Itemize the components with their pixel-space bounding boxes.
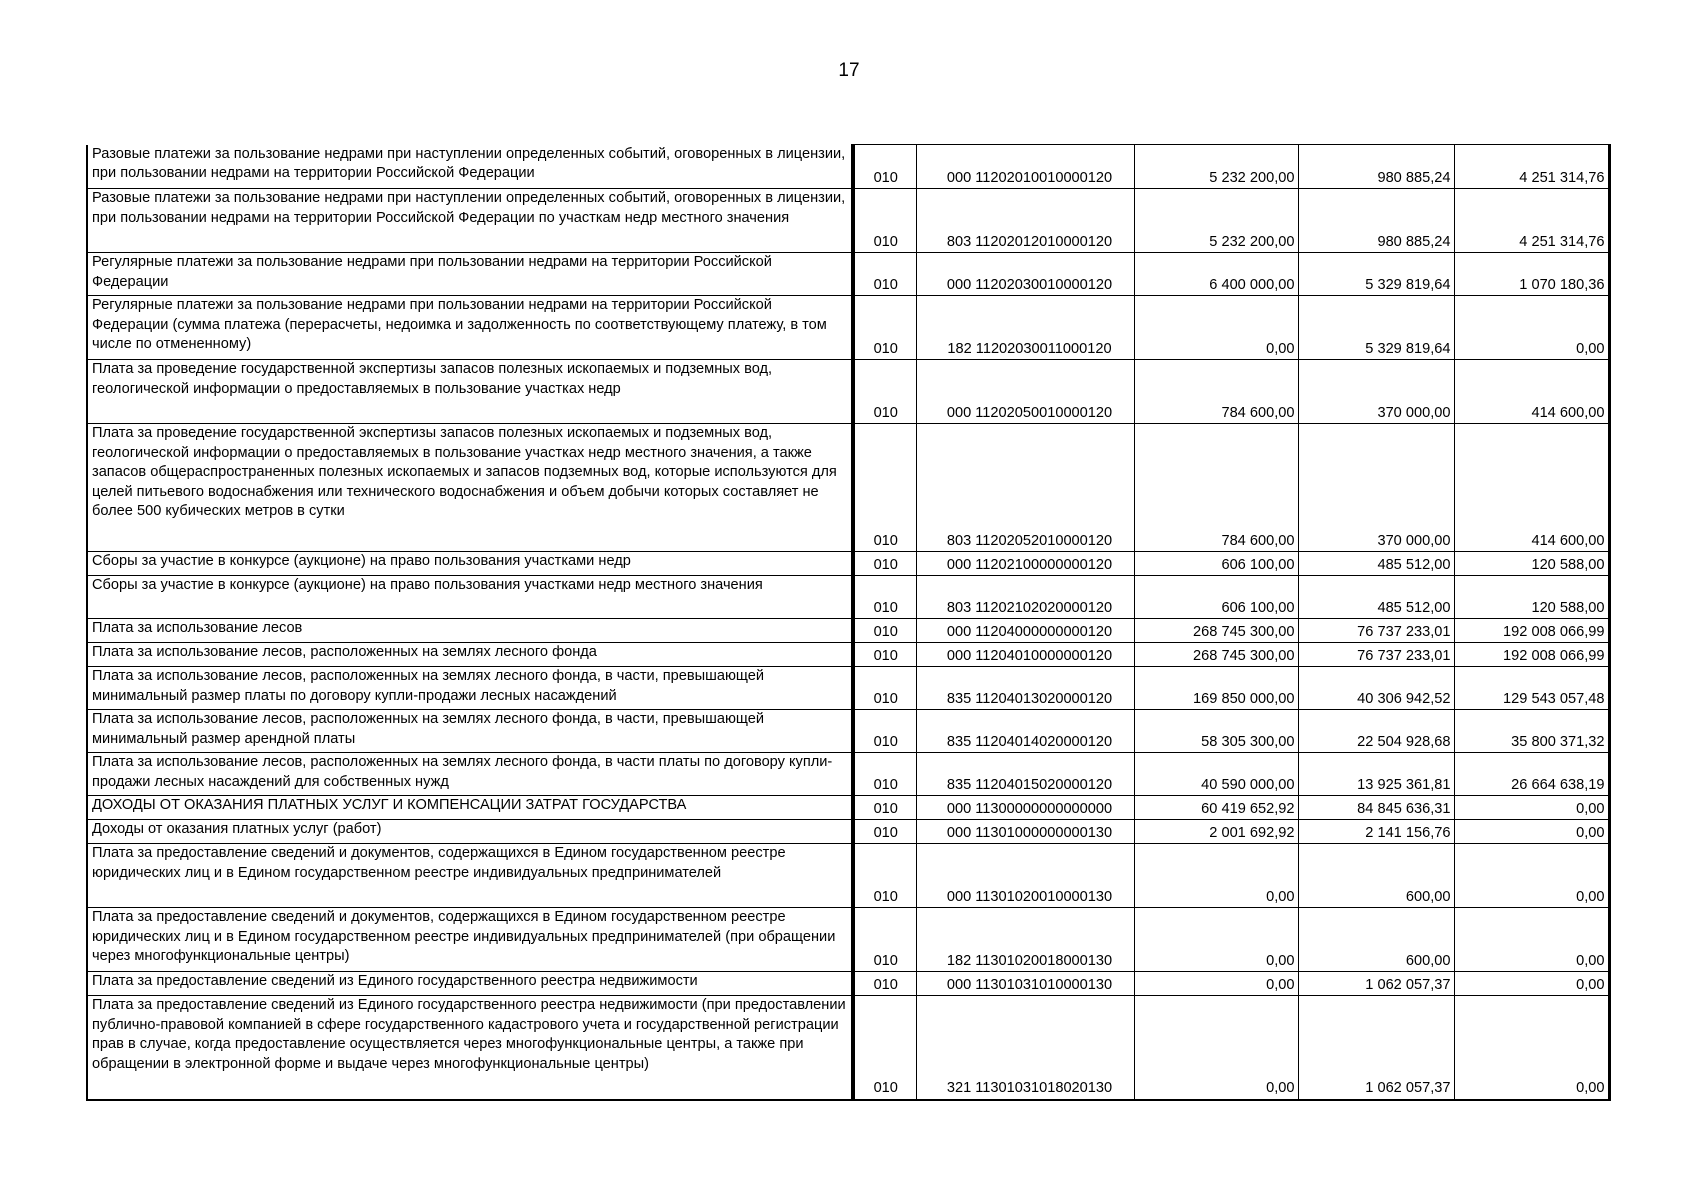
row-executed-cell: 84 845 636,31: [1298, 796, 1454, 820]
row-budget-code-cell: 803 11202052010000120: [916, 424, 1134, 552]
row-unexecuted-cell: 414 600,00: [1454, 424, 1609, 552]
row-unexecuted-cell: 35 800 371,32: [1454, 710, 1609, 753]
table-row: [87, 296, 1609, 360]
row-unexecuted-cell: 120 588,00: [1454, 576, 1609, 619]
row-approved-cell: 606 100,00: [1134, 576, 1298, 619]
row-name-cell: Разовые платежи за пользование недрами при наступлении определенных событий, оговоренных в лицензии, при пользовании недрами на территории Российской Федерации: [87, 145, 853, 189]
row-unexecuted-cell: 0,00: [1454, 972, 1609, 996]
row-line-code-cell: 010: [853, 253, 916, 296]
row-executed-cell: 485 512,00: [1298, 576, 1454, 619]
row-approved-cell: 0,00: [1134, 296, 1298, 360]
row-approved-cell: 5 232 200,00: [1134, 189, 1298, 253]
row-unexecuted-cell: 0,00: [1454, 820, 1609, 844]
row-approved-cell: 0,00: [1134, 972, 1298, 996]
row-unexecuted-cell: 4 251 314,76: [1454, 145, 1609, 189]
row-line-code-cell: 010: [853, 844, 916, 908]
row-line-code-cell: 010: [853, 753, 916, 796]
row-line-code-cell: 010: [853, 667, 916, 710]
row-budget-code-cell: 000 11202030010000120: [916, 253, 1134, 296]
row-name-cell: Сборы за участие в конкурсе (аукционе) на право пользования участками недр местного значения: [87, 576, 853, 619]
row-budget-code-cell: 000 11202010010000120: [916, 145, 1134, 189]
row-name-cell: Регулярные платежи за пользование недрами при пользовании недрами на территории Российской Федерации: [87, 253, 853, 296]
row-name-cell: Плата за использование лесов, расположенных на землях лесного фонда, в части платы по договору купли-продажи лесных насаждений для собственных нужд: [87, 753, 853, 796]
row-line-code-cell: 010: [853, 552, 916, 576]
row-unexecuted-cell: 0,00: [1454, 796, 1609, 820]
row-approved-cell: 58 305 300,00: [1134, 710, 1298, 753]
row-name-cell: Разовые платежи за пользование недрами при наступлении определенных событий, оговоренных в лицензии, при пользовании недрами на территории Российской Федерации по участкам недр местного значения: [87, 189, 853, 253]
row-approved-cell: 2 001 692,92: [1134, 820, 1298, 844]
table-row: [87, 619, 1609, 643]
row-name-cell: Плата за использование лесов, расположенных на землях лесного фонда: [87, 643, 853, 667]
table-row: [87, 753, 1609, 796]
row-approved-cell: 169 850 000,00: [1134, 667, 1298, 710]
row-budget-code-cell: 000 11204010000000120: [916, 643, 1134, 667]
row-approved-cell: 784 600,00: [1134, 424, 1298, 552]
row-budget-code-cell: 835 11204014020000120: [916, 710, 1134, 753]
row-executed-cell: 600,00: [1298, 908, 1454, 972]
row-line-code-cell: 010: [853, 796, 916, 820]
row-line-code-cell: 010: [853, 908, 916, 972]
row-line-code-cell: 010: [853, 360, 916, 424]
row-executed-cell: 980 885,24: [1298, 145, 1454, 189]
row-budget-code-cell: 182 11202030011000120: [916, 296, 1134, 360]
table-row: [87, 145, 1609, 189]
row-name-cell: Плата за использование лесов, расположенных на землях лесного фонда, в части, превышающей минимальный размер платы по договору купли-продажи лесных насаждений: [87, 667, 853, 710]
row-budget-code-cell: 000 11202050010000120: [916, 360, 1134, 424]
row-budget-code-cell: 803 11202012010000120: [916, 189, 1134, 253]
row-name-cell: Плата за использование лесов: [87, 619, 853, 643]
row-executed-cell: 40 306 942,52: [1298, 667, 1454, 710]
row-name-cell: Плата за использование лесов, расположенных на землях лесного фонда, в части, превышающей минимальный размер арендной платы: [87, 710, 853, 753]
row-approved-cell: 268 745 300,00: [1134, 619, 1298, 643]
row-budget-code-cell: 000 11204000000000120: [916, 619, 1134, 643]
row-budget-code-cell: 321 11301031018020130: [916, 996, 1134, 1100]
income-table: [86, 144, 1611, 1101]
row-line-code-cell: 010: [853, 996, 916, 1100]
row-budget-code-cell: 000 11301000000000130: [916, 820, 1134, 844]
table-body: [87, 145, 1609, 1100]
row-unexecuted-cell: 0,00: [1454, 296, 1609, 360]
row-executed-cell: 76 737 233,01: [1298, 619, 1454, 643]
row-unexecuted-cell: 129 543 057,48: [1454, 667, 1609, 710]
row-name-cell: Регулярные платежи за пользование недрами при пользовании недрами на территории Российской Федерации (сумма платежа (перерасчеты, недоимка и задолженность по соответствующему платежу, в том числе по отмененному): [87, 296, 853, 360]
row-name-cell: Плата за проведение государственной экспертизы запасов полезных ископаемых и подземных вод, геологической информации о предоставляемых в пользование участках недр местного значения, а также запасов общераспространенных полезных ископаемых и запасов подземных вод, которые используются для целей питьевого водоснабжения или технического водоснабжения и объем добычи которых составляет не более 500 кубических метров в сутки: [87, 424, 853, 552]
table-row: [87, 796, 1609, 820]
row-line-code-cell: 010: [853, 643, 916, 667]
row-executed-cell: 370 000,00: [1298, 424, 1454, 552]
row-name-cell: Сборы за участие в конкурсе (аукционе) на право пользования участками недр: [87, 552, 853, 576]
row-budget-code-cell: 000 11301020010000130: [916, 844, 1134, 908]
row-line-code-cell: 010: [853, 820, 916, 844]
row-executed-cell: 2 141 156,76: [1298, 820, 1454, 844]
row-executed-cell: 13 925 361,81: [1298, 753, 1454, 796]
row-line-code-cell: 010: [853, 972, 916, 996]
row-name-cell: ДОХОДЫ ОТ ОКАЗАНИЯ ПЛАТНЫХ УСЛУГ И КОМПЕНСАЦИИ ЗАТРАТ ГОСУДАРСТВА: [87, 796, 853, 820]
row-budget-code-cell: 803 11202102020000120: [916, 576, 1134, 619]
row-unexecuted-cell: 0,00: [1454, 844, 1609, 908]
row-approved-cell: 0,00: [1134, 844, 1298, 908]
table-row: [87, 576, 1609, 619]
row-name-cell: Плата за предоставление сведений и документов, содержащихся в Едином государственном реестре юридических лиц и в Едином государственном реестре индивидуальных предпринимателей (при обращении через многофункциональные центры): [87, 908, 853, 972]
row-budget-code-cell: 835 11204013020000120: [916, 667, 1134, 710]
table-row: [87, 189, 1609, 253]
row-line-code-cell: 010: [853, 710, 916, 753]
table-row: [87, 360, 1609, 424]
table-row: [87, 710, 1609, 753]
row-line-code-cell: 010: [853, 576, 916, 619]
row-name-cell: Плата за проведение государственной экспертизы запасов полезных ископаемых и подземных вод, геологической информации о предоставляемых в пользование участках недр: [87, 360, 853, 424]
table-row: [87, 667, 1609, 710]
row-executed-cell: 5 329 819,64: [1298, 253, 1454, 296]
table-row: [87, 820, 1609, 844]
row-executed-cell: 1 062 057,37: [1298, 996, 1454, 1100]
table-row: [87, 424, 1609, 552]
row-unexecuted-cell: 414 600,00: [1454, 360, 1609, 424]
row-executed-cell: 22 504 928,68: [1298, 710, 1454, 753]
table-row: [87, 643, 1609, 667]
row-budget-code-cell: 835 11204015020000120: [916, 753, 1134, 796]
row-name-cell: Плата за предоставление сведений из Единого государственного реестра недвижимости: [87, 972, 853, 996]
row-line-code-cell: 010: [853, 424, 916, 552]
row-line-code-cell: 010: [853, 189, 916, 253]
row-approved-cell: 268 745 300,00: [1134, 643, 1298, 667]
row-line-code-cell: 010: [853, 296, 916, 360]
row-approved-cell: 5 232 200,00: [1134, 145, 1298, 189]
row-executed-cell: 5 329 819,64: [1298, 296, 1454, 360]
table-row: [87, 908, 1609, 972]
row-executed-cell: 600,00: [1298, 844, 1454, 908]
row-executed-cell: 980 885,24: [1298, 189, 1454, 253]
row-approved-cell: 6 400 000,00: [1134, 253, 1298, 296]
row-approved-cell: 40 590 000,00: [1134, 753, 1298, 796]
table-row: [87, 996, 1609, 1100]
row-unexecuted-cell: 192 008 066,99: [1454, 643, 1609, 667]
table-row: [87, 552, 1609, 576]
row-budget-code-cell: 000 11300000000000000: [916, 796, 1134, 820]
row-unexecuted-cell: 192 008 066,99: [1454, 619, 1609, 643]
row-budget-code-cell: 000 11202100000000120: [916, 552, 1134, 576]
row-name-cell: Доходы от оказания платных услуг (работ): [87, 820, 853, 844]
row-approved-cell: 0,00: [1134, 996, 1298, 1100]
table-row: [87, 253, 1609, 296]
row-budget-code-cell: 000 11301031010000130: [916, 972, 1134, 996]
row-executed-cell: 76 737 233,01: [1298, 643, 1454, 667]
row-approved-cell: 0,00: [1134, 908, 1298, 972]
row-unexecuted-cell: 4 251 314,76: [1454, 189, 1609, 253]
table-row: [87, 844, 1609, 908]
row-line-code-cell: 010: [853, 619, 916, 643]
row-approved-cell: 784 600,00: [1134, 360, 1298, 424]
row-name-cell: Плата за предоставление сведений и документов, содержащихся в Едином государственном реестре юридических лиц и в Едином государственном реестре индивидуальных предпринимателей: [87, 844, 853, 908]
row-budget-code-cell: 182 11301020018000130: [916, 908, 1134, 972]
row-executed-cell: 1 062 057,37: [1298, 972, 1454, 996]
row-name-cell: Плата за предоставление сведений из Единого государственного реестра недвижимости (при предоставлении публично-правовой компанией в сфере государственного кадастрового учета и государственной регистрации прав в случае, когда предоставление осуществляется через многофункциональные центры, а также при обращении в электронной форме и выдаче через многофункциональные центры): [87, 996, 853, 1100]
row-approved-cell: 606 100,00: [1134, 552, 1298, 576]
table-row: [87, 972, 1609, 996]
row-unexecuted-cell: 26 664 638,19: [1454, 753, 1609, 796]
row-unexecuted-cell: 120 588,00: [1454, 552, 1609, 576]
row-executed-cell: 370 000,00: [1298, 360, 1454, 424]
row-unexecuted-cell: 0,00: [1454, 996, 1609, 1100]
page-number: 17: [838, 60, 860, 81]
row-approved-cell: 60 419 652,92: [1134, 796, 1298, 820]
row-unexecuted-cell: 1 070 180,36: [1454, 253, 1609, 296]
row-unexecuted-cell: 0,00: [1454, 908, 1609, 972]
row-executed-cell: 485 512,00: [1298, 552, 1454, 576]
row-line-code-cell: 010: [853, 145, 916, 189]
